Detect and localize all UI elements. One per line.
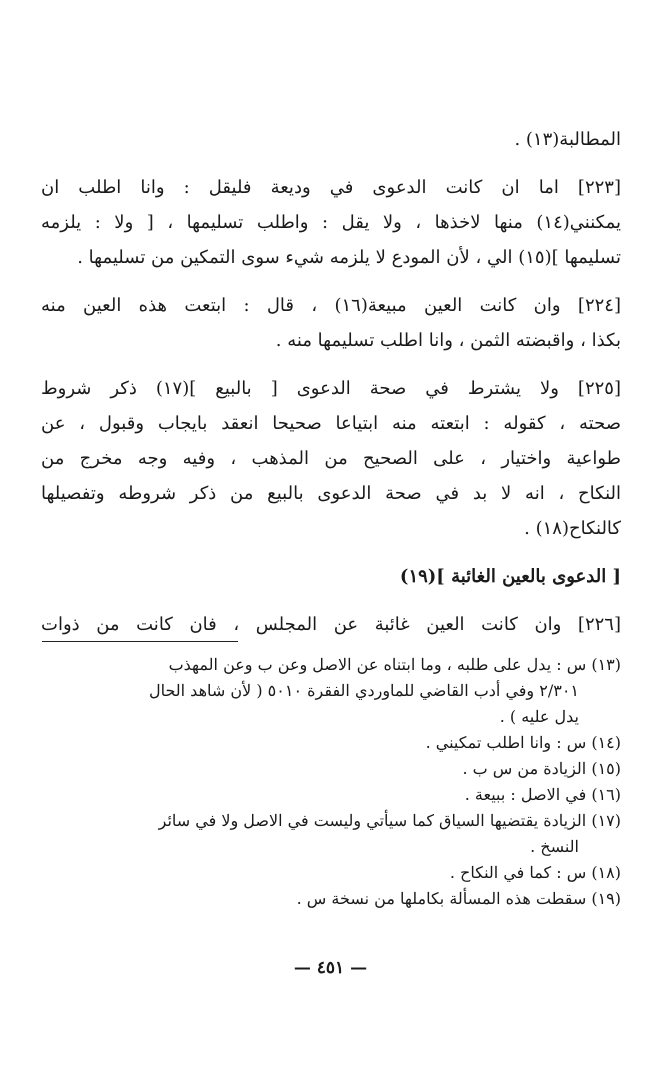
text-line: النكاح ، انه لا بد في صحة الدعوى بالبيع من ذكر شروطه وتفصيلها [41, 483, 621, 504]
text-line: بكذا ، واقبضته الثمن ، وانا اطلب تسليمها منه . [275, 330, 621, 351]
text-line: طواعية واختيار ، على الصحيح من المذهب ، وفيه وجه مخرج من [41, 448, 621, 469]
paragraph-gap [41, 546, 621, 559]
text-line: [٢٢٦] وان كانت العين غائبة عن المجلس ، فان كانت من ذوات [41, 614, 621, 635]
text-line: صحته ، كقوله : ابتعته منه ابتياعا صحيحا انعقد بايجاب وقبول ، عن [41, 413, 621, 434]
footnote-13-continuation: يدل عليه ) . [499, 707, 579, 726]
page-number: — ٤٥١ — [293, 958, 368, 978]
footnote-separator [42, 641, 238, 642]
footnote-17-continuation: النسخ . [530, 837, 579, 856]
main-text-block [41, 122, 621, 642]
text-line: [٢٢٣] اما ان كانت الدعوى في وديعة فليقل : وانا اطلب ان [41, 177, 621, 198]
footnote-14: (١٤) س : وانا اطلب تمكيني . [425, 733, 621, 752]
footnote-13: (١٣) س : يدل على طلبه ، وما ابتناه عن الاصل وعن ب وعن المهذب [168, 655, 621, 674]
text-line: [٢٢٤] وان كانت العين مبيعة(١٦) ، قال : ابتعت هذه العين منه [41, 295, 621, 316]
text-line: تسليمها ](١٥) الي ، لأن المودع لا يلزمه شيء سوى التمكين من تسليمها . [77, 247, 621, 268]
text-line: كالنكاح(١٨) . [524, 518, 621, 539]
paragraph-gap [41, 358, 621, 371]
footnote-18: (١٨) س : كما في النكاح . [449, 863, 621, 882]
text-line: المطالبة(١٣) . [514, 129, 621, 150]
text-line: [٢٢٥] ولا يشترط في صحة الدعوى [ بالبيع ](١٧) ذكر شروط [41, 378, 621, 399]
footnotes-block [41, 652, 621, 912]
footnote-19: (١٩) سقطت هذه المسألة بكاملها من نسخة س . [296, 889, 621, 908]
footnote-17: (١٧) الزيادة يقتضيها السياق كما سيأتي وليست في الاصل ولا في سائر [158, 811, 621, 830]
paragraph-gap [41, 157, 621, 170]
footnote-16: (١٦) في الاصل : ببيعة . [464, 785, 621, 804]
footnote-13-continuation: ٢/٣٠١ وفي أدب القاضي للماوردي الفقرة ٥٠١٠ ( لأن شاهد الحال [148, 681, 579, 700]
footnote-15: (١٥) الزيادة من س ب . [462, 759, 621, 778]
paragraph-gap [41, 275, 621, 288]
paragraph-gap [41, 594, 621, 607]
text-line: يمكنني(١٤) منها لاخذها ، ولا يقل : واطلب تسليمها ، [ ولا : يلزمه [41, 212, 621, 233]
section-heading: [ الدعوى بالعين الغائبة ](١٩) [399, 566, 621, 587]
